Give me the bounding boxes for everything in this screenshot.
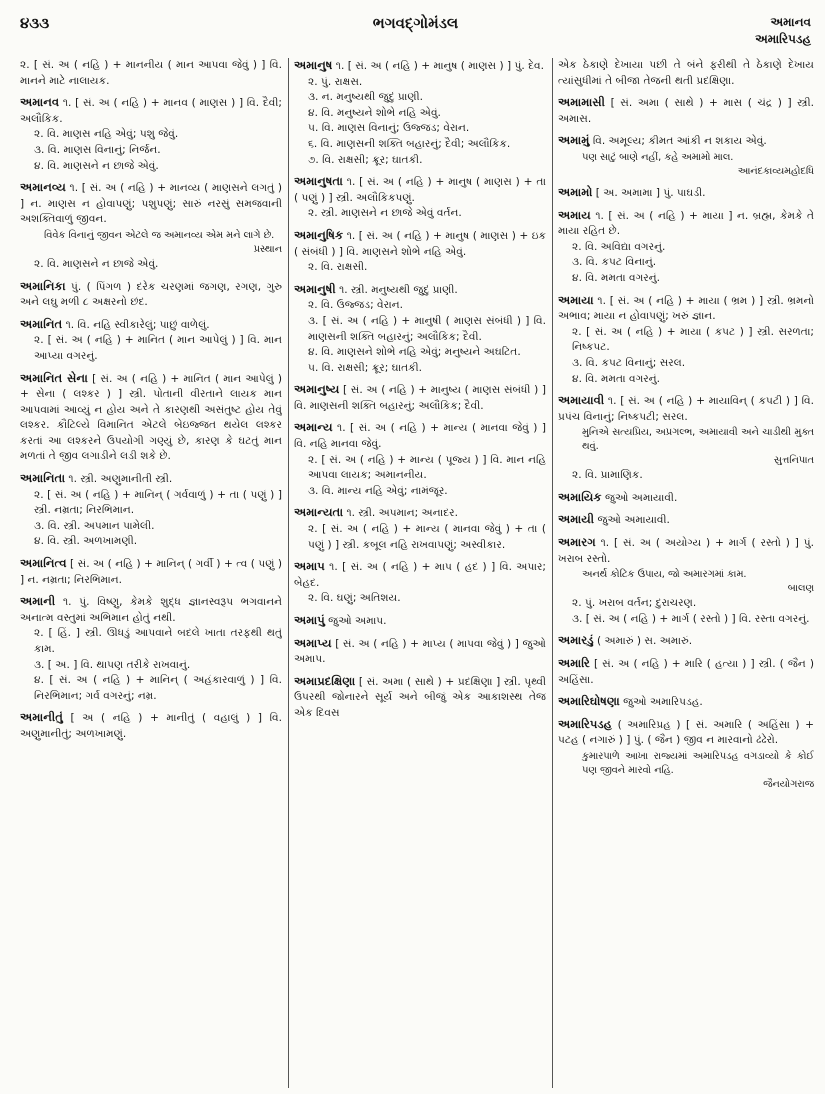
headword: અમાનિકા — [20, 278, 66, 293]
sense-text: [ અ. અમામા ] પું. પાઘડી. — [595, 186, 706, 199]
sense-text: ૨. સ્ત્રી. માણસને ન છાજે એવું વર્તન. — [308, 207, 462, 220]
dictionary-entry — [20, 317, 282, 365]
headword: અમાયિક — [558, 489, 602, 504]
citation-quote: વિવેક વિનાનું જીવન એટલે જ અમાનવ્ય એમ મને લાગે છે. — [44, 229, 275, 241]
headword: અમાનુષ — [294, 58, 333, 72]
sense-text: ૩. [ અ. ] વિ. થાપણ તરીકે રાખવાનું. — [34, 658, 191, 671]
dictionary-entry — [294, 559, 546, 607]
sense-text: ૨. [ સં. અ ( નહિ ) + માન્ય ( પૂજ્ય ) ] વિ. માન નહિ આપવા લાયક; અમાનનીય. — [308, 453, 546, 482]
sense-text: વિ. અમૂલ્ય; કીમત આંકી ન શકાય એવું. — [592, 135, 767, 148]
column-divider — [288, 58, 289, 1088]
sense-text: જુઓ અમાયાવી. — [604, 491, 678, 504]
page-number: ૪૩૩ — [20, 14, 50, 32]
sense-text: ૨. વિ. પ્રામાણિક. — [572, 469, 643, 482]
citation-quote: પણ સાટું બાણે નહીં, કહે અમામો માલ. — [582, 151, 734, 163]
sense-text: [ સં. અ ( નહિ ) + માપ્ય ( માપવા જેવું ) ] જુઓ અમાપ. — [294, 637, 546, 666]
sense-text: ૨. વિ. માણસ નહિ એવું; પશુ જેવું. — [34, 128, 179, 141]
dictionary-entry — [294, 505, 546, 553]
dictionary-entry — [558, 535, 814, 627]
headword: અમાનીતું — [20, 710, 63, 725]
dictionary-entry — [20, 371, 282, 466]
dictionary-entry — [558, 490, 814, 507]
headword: અમાનવ — [20, 95, 60, 110]
dictionary-entry — [294, 282, 546, 377]
citation-source: સુત્તનિપાત — [773, 455, 814, 467]
sense-text: ૨. [ સં. અ ( નહિ ) + માયા ( કપટ ) ] સ્ત્રી. સરળતા; નિષ્કપટ. — [572, 325, 814, 354]
dictionary-entry — [558, 293, 814, 388]
sense-text: ૧. [ સં. અ ( નહિ ) + માનુષ ( માણસ ) + ઇક ( સંબંધી ) ] વિ. માણસને શોભે નહિ એવું. — [294, 229, 546, 258]
sense-text: ૧. [ સં. અ ( નહિ ) + માનવ્ય ( માણસને લગતું ) ] ન. માણસ ન હોવાપણું; પશુપણું; સારું નરસું સમજવાની અશક્તિવાળું જીવન. — [20, 182, 282, 226]
sense-text: [ સં. અ ( નહિ ) + માનુષ્ય ( માણસ સંબંધી ) ] વિ. માણસની શક્તિ બહારનું; અલૌકિક; દૈવી. — [294, 384, 546, 412]
dictionary-entry — [558, 393, 814, 484]
sense-text: ૫. વિ. રાક્ષસી; ક્રૂર; ઘાતકી. — [308, 361, 423, 374]
sense-text: ૫. વિ. માણસ વિનાનું; ઉજ્જડ; વેરાન. — [308, 122, 470, 135]
sense-text: ( અમારિપ્રહ ) [ સં. અમારિ ( અહિંસા ) + પટહ ( નગારું ) ] પું. ( જૈન ) જીવ ન મારવાનો ઢંઢેરો. — [558, 718, 814, 747]
sense-text: [ સં. અ ( નહિ ) + માનિત ( માન આપેલું ) + સેના ( લશ્કર ) ] સ્ત્રી. પોતાની વીરતાને લાયક માન આપવામાં આવ્યું ન હોય અને તે કારણથી અસંતુષ્ટ હોય તેવું લશ્કર. કૌટિલ્યે વિમાનિત એટલે બેઇજ્જત થયેલ લશ્કર કરતાં આ લશ્કરને ઉપયોગી ગણ્યું છે, કારણ કે ઘટતું માન મળતાં તે જીવ લગાડીને લડી શકે છે. — [20, 372, 282, 463]
sense-text: ૪. [ સં. અ ( નહિ ) + માનિન્ ( અહંકારવાળું ) ] વિ. નિરભિમાન; ગર્વ વગરનું; નમ્ર. — [34, 674, 282, 702]
headword: અમાનિત્વ — [20, 556, 67, 571]
page-header — [20, 12, 811, 50]
sense-text: ૪. વિ. મમતા વગરનું. — [572, 372, 661, 385]
sense-text: ૧. વિ. નહિ સ્વીકારેલું; પાછું વાળેલું. — [65, 318, 210, 331]
dictionary-entry — [558, 95, 814, 127]
headword: અમારિ — [558, 656, 590, 671]
sense-text: ૨. [ સં. અ ( નહિ ) + માનિન્ ( ગર્વવાળું ) + તા ( પણું ) ] સ્ત્રી. નમ્રતા; નિરભિમાન. — [34, 488, 282, 517]
sense-text: ૧. [ સં. અ ( નહિ ) + માયા ] ન. બ્રહ્મ, કેમકે તે માયા રહિત છે. — [558, 209, 814, 238]
sense-text: ૩. [ સં. અ ( નહિ ) + માનુષી ( માણસ સંબંધી ) ] વિ. માણસની શક્તિ બહારનું; અલૌકિક; દૈવી. — [308, 314, 546, 343]
dictionary-entry — [558, 656, 814, 688]
headword: અમારડું — [558, 633, 594, 648]
sense-text: ૪. વિ. માણસને ન છાજે એવું. — [34, 159, 159, 172]
headword: અમામાસી — [558, 95, 605, 110]
dictionary-entry — [294, 674, 546, 722]
sense-text: ૪. વિ. મનુષ્યને શોભે નહિ એવું. — [308, 106, 441, 119]
sense-text: ૨. [ સં. અ ( નહિ ) + માનનીય ( માન આપવા જેવું ) ] વિ. માનને માટે નાલાયક. — [20, 59, 282, 87]
sense-text: ૩. ન. મનુષ્યથી જુદું પ્રાણી. — [308, 91, 424, 104]
sense-text: ૪. વિ. મમતા વગરનું. — [572, 271, 661, 284]
sense-text: ૧. [ સં. અ ( અયોગ્ય ) + માર્ગ ( રસ્તો ) ] પું. ખરાબ રસ્તો. — [558, 537, 814, 565]
sense-text: ૭. વિ. રાક્ષસી; ક્રૂર; ઘાતકી. — [308, 153, 423, 166]
column-divider — [552, 58, 553, 1088]
guide-word-last: અમારિપડહ — [755, 32, 811, 46]
dictionary-entry — [558, 133, 814, 179]
sense-text: ૨. [ સં. અ ( નહિ ) + માન્ય ( માનવા જેવું ) + તા ( પણું ) ] સ્ત્રી. કબૂલ નહિ રાખવાપણું; અસ્વીકાર. — [308, 523, 546, 551]
sense-text: ૧. [ સં. અ ( નહિ ) + માનવ ( માણસ ) ] વિ. દૈવી; અલૌકિક. — [20, 97, 282, 125]
sense-text: ૧. [ સં. અ ( નહિ ) + માયા ( ભ્રમ ) ] સ્ત્રી. ભ્રમનો અભાવ; માયા ન હોવાપણું; ખરું જ્ઞાન. — [558, 294, 814, 323]
dictionary-entry — [20, 95, 282, 174]
dictionary-entry — [20, 279, 282, 311]
sense-text: ૩. વિ. સ્ત્રી. અપમાન પામેલી. — [34, 519, 155, 532]
sense-text: ૧. સ્ત્રી. અણુમાનીતી સ્ત્રી. — [68, 473, 173, 486]
page-title: ભગવદ્ગોમંડલ — [372, 14, 459, 32]
dictionary-entry — [294, 420, 546, 499]
dictionary-entry — [294, 636, 546, 668]
sense-text: ૩. [ સં. અ ( નહિ ) + માર્ગ ( રસ્તો ) ] વિ. રસ્તા વગરનું. — [572, 612, 810, 625]
sense-text: ૪. વિ. માણસને શોભે નહિ એવું; મનુષ્યને અઘટિત. — [308, 346, 521, 359]
dictionary-entry — [294, 228, 546, 276]
sense-text: ૩. વિ. માન્ય નહિ એવું; નામંજૂર. — [308, 484, 448, 497]
dictionary-entry — [294, 613, 546, 630]
sense-text: ૧. [ સં. અ ( નહિ ) + માન્ય ( માનવા જેવું ) ] વિ. નહિ માનવા જેવું. — [294, 422, 546, 451]
sense-text: [ સં. અમા ( સાથે ) + માસ ( ચંદ્ર ) ] સ્ત્રી. અમાસ. — [558, 97, 814, 125]
dictionary-entry — [294, 382, 546, 414]
dictionary-entry — [558, 694, 814, 711]
sense-text: ( અમારું ) સ. અમારું. — [597, 635, 693, 648]
dictionary-entry — [20, 180, 282, 272]
citation-quote: અનર્થ કોટિક ઉપાય, જો અમારગમાં કામ. — [582, 569, 747, 581]
headword: અમાની — [20, 594, 56, 609]
headword: અમાન્યતા — [294, 505, 344, 520]
dictionary-entry — [20, 471, 282, 550]
headword: અમાપું — [294, 613, 325, 627]
dictionary-columns — [20, 58, 816, 1088]
headword: અમાયી — [558, 512, 595, 527]
column-2 — [294, 58, 546, 1088]
citation-quote: કુમારપાળે આખા રાજ્યમાં અમારિપડહ વગડાવ્યો કે કોઈ પણ જીવને મારવો નહિ. — [582, 751, 814, 776]
citation-source: બાલણ — [787, 583, 814, 595]
headword: અમાનિત — [20, 316, 63, 331]
sense-text: એક ઠેકાણે દેખાયા પછી તે બંને ફરીથી તે ઠેકાણે દેખાય ત્યાંસુધીમાં તે બીજા તેજની થતી પ્રદક્ષિણા. — [558, 59, 814, 87]
headword: અમાન્ય — [294, 420, 333, 435]
sense-text: ૧. [ સં. અ ( નહિ ) + માયાવિન્ ( કપટી ) ] વિ. પ્રપંચ વિનાનું; નિષ્કપટી; સરલ. — [558, 395, 814, 423]
column-3 — [558, 58, 814, 1088]
sense-text: [ સં. અ ( નહિ ) + માનિન્ ( ગર્વી ) + ત્વ ( પણું ) ] ન. નમ્રતા; નિરભિમાન. — [20, 558, 282, 586]
headword: અમાનિત સેના — [20, 370, 88, 385]
headword: અમાયા — [558, 292, 594, 307]
sense-text: ૬. વિ. માણસની શક્તિ બહારનું; દૈવી; અલૌકિક. — [308, 137, 511, 150]
citation-source: જૈનયોગરાજ — [763, 779, 814, 790]
headword: અમારગ — [558, 535, 596, 550]
dictionary-entry — [558, 717, 814, 792]
headword: અમાનિતા — [20, 471, 66, 486]
sense-text: ૨. પું. ખરાબ વર્તન; દુરાચરણ. — [572, 597, 697, 610]
sense-text: ૪. વિ. સ્ત્રી. અળખામણી. — [34, 535, 138, 548]
headword: અમામું — [558, 133, 590, 148]
sense-text: ૩. વિ. માણસ વિનાનું; નિર્જન. — [34, 143, 161, 156]
headword: અમાયાવી — [558, 393, 605, 408]
citation-source: પ્રસ્થાન — [253, 243, 282, 255]
sense-text: ૨. [ હિં. ] સ્ત્રી. ઊધડું આપવાને બદલે ખાતા તરફથી થતું કામ. — [34, 627, 282, 655]
sense-text: ૨. પું. રાક્ષસ. — [308, 75, 363, 88]
dictionary-entry — [558, 58, 814, 89]
sense-text: [ સં. અ ( નહિ ) + મારિ ( હત્યા ) ] સ્ત્રી. ( જૈન ) અહિંસા. — [558, 658, 814, 686]
dictionary-entry — [20, 594, 282, 704]
dictionary-entry — [558, 633, 814, 650]
headword: અમાનુષી — [294, 281, 336, 296]
sense-text: ૨. વિ. માણસને ન છાજે એવું. — [34, 257, 159, 270]
sense-text: જુઓ અમાયાવી. — [597, 514, 670, 527]
dictionary-entry — [558, 512, 814, 529]
sense-text: ૧. [ સં. અ ( નહિ ) + માનુષ ( માણસ ) + તા ( પણું ) ] સ્ત્રી. અલૌકિકપણું. — [294, 176, 546, 204]
headword: અમાય — [558, 207, 591, 222]
sense-text: ૨. વિ. ઉજ્જડ; વેરાન. — [308, 299, 403, 312]
headword: અમાનવ્ય — [20, 180, 66, 195]
citation-quote: મુનિએ સત્યપ્રિય, અપ્રગલ્ભ, અમાયાવી અને ચાડીથી મુક્ત થવું. — [582, 427, 814, 453]
sense-text: ૧. પું. વિષ્ણુ, કેમકે શુદ્ધ જ્ઞાનસ્વરૂપ ભગવાનને અનાત્મ વસ્તુમાં અભિમાન હોતું નથી. — [20, 596, 282, 624]
sense-text: ૧. [ સં. અ ( નહિ ) + માનુષ ( માણસ ) ] પું. દેવ. — [335, 60, 544, 72]
dictionary-entry — [20, 556, 282, 588]
headword: અમાનુષતા — [294, 174, 343, 189]
sense-text: ૩. વિ. કપટ વિનાનું; સરલ. — [572, 356, 686, 369]
headword: અમાનુષ્ય — [294, 382, 340, 397]
headword: અમાપ્ય — [294, 635, 332, 650]
sense-text: જુઓ અમાપ. — [328, 615, 387, 627]
sense-text: પું. ( પિંગળ ) દરેક ચરણમાં જગણ, રગણ, ગુરુ અને લઘુ મળી ૮ અક્ષરનો છંદ. — [20, 280, 282, 309]
sense-text: ૨. [ સં. અ ( નહિ ) + માનિત ( માન આપેલું ) ] વિ. માન આપ્યા વગરનું. — [34, 334, 282, 362]
headword: અમાપ — [294, 559, 325, 574]
dictionary-entry — [294, 174, 546, 222]
column-1 — [20, 58, 282, 1088]
headword: અમામો — [558, 184, 593, 199]
guide-words — [755, 14, 811, 48]
dictionary-entry — [20, 710, 282, 742]
headword: અમારિપડહ — [558, 716, 613, 731]
headword: અમારિઘોષણા — [558, 694, 620, 709]
sense-text: ૧. સ્ત્રી. અપમાન; અનાદર. — [346, 507, 458, 520]
sense-text: [ અ ( નહિ ) + માનીતું ( વહાલું ) ] વિ. અણુમાનીતું; અળખામણું. — [20, 712, 282, 740]
sense-text: જુઓ અમારિપડહ. — [623, 696, 703, 709]
sense-text: ૧. સ્ત્રી. મનુષ્યથી જુદું પ્રાણી. — [339, 283, 458, 296]
sense-text: [ સં. અમા ( સાથે ) + પ્રદક્ષિણા ] સ્ત્રી. પૃથ્વી ઉપરથી જોનારને સૂર્ય અને બીજું એક આકાશસ્થ તેજ એક દિવસ — [294, 675, 546, 719]
headword: અમાનુષિક — [294, 227, 344, 242]
dictionary-entry — [294, 58, 546, 168]
citation-source: આનંદકાવ્યમહોદધિ — [737, 165, 814, 177]
dictionary-entry — [558, 208, 814, 287]
sense-text: ૧. [ સં. અ ( નહિ ) + માપ ( હદ ) ] વિ. અપાર; બેહદ. — [294, 561, 546, 589]
sense-text: ૨. વિ. રાક્ષસી. — [308, 261, 368, 274]
dictionary-entry — [558, 185, 814, 202]
sense-text: ૨. વિ. અવિદ્યા વગરનું. — [572, 240, 666, 253]
headword: અમાપ્રદક્ષિણા — [294, 673, 356, 688]
sense-text: ૨. વિ. ઘણું; અતિશય. — [308, 592, 401, 605]
dictionary-entry — [20, 58, 282, 89]
guide-word-first: અમાનવ — [770, 15, 811, 29]
sense-text: ૩. વિ. કપટ વિનાનું. — [572, 256, 657, 269]
